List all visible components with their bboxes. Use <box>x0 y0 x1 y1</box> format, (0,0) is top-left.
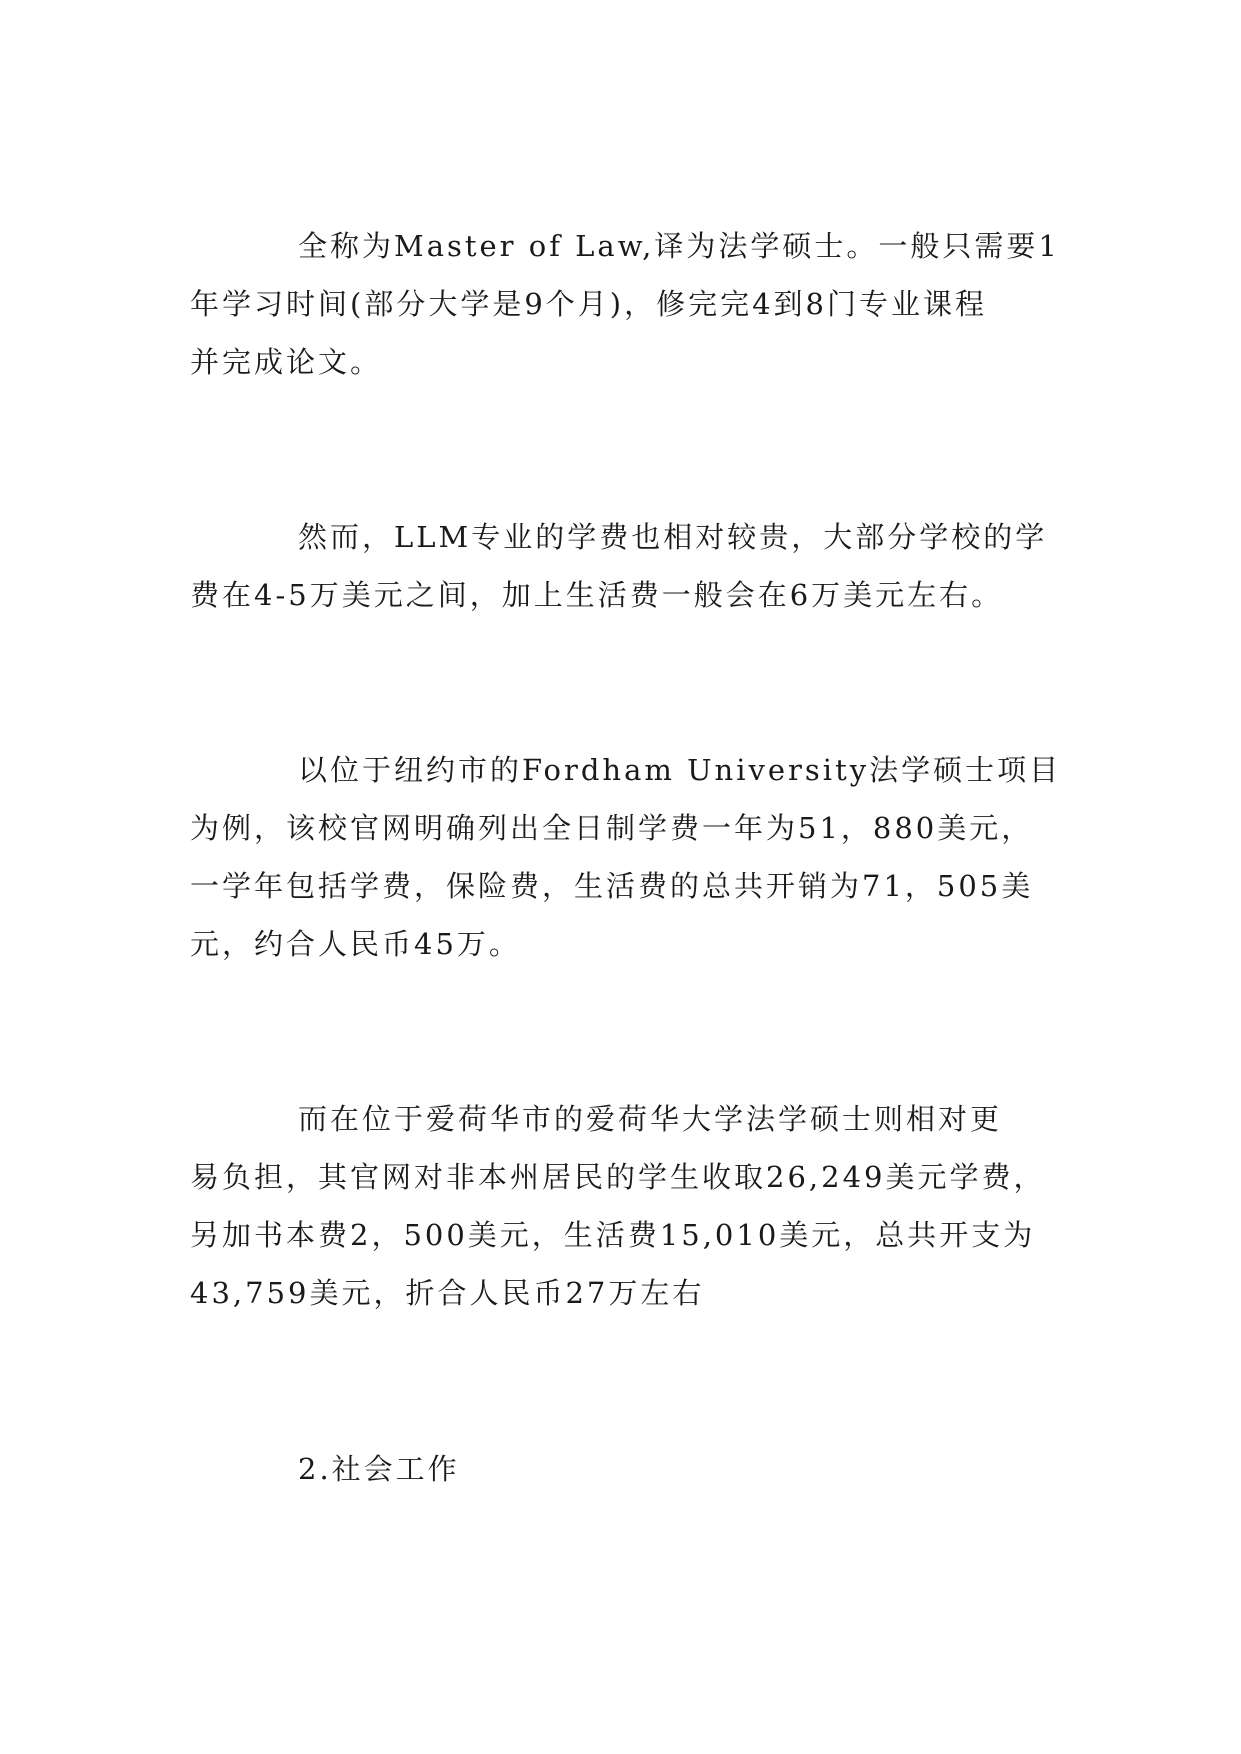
text-line: 年学习时间(部分大学是9个月)，修完完4到8门专业课程 <box>190 287 987 321</box>
text-line: 43,759美元，折合人民币27万左右 <box>190 1276 705 1310</box>
text-line: 为例，该校官网明确列出全日制学费一年为51，880美元， <box>190 811 1034 845</box>
text-line: 元，约合人民币45万。 <box>190 927 521 961</box>
text-line: 另加书本费2，500美元，生活费15,010美元，总共开支为 <box>190 1218 1036 1252</box>
section-heading-text: 2.社会工作 <box>298 1452 460 1486</box>
text-line: 而在位于爱荷华市的爱荷华大学法学硕士则相对更 <box>298 1102 1003 1136</box>
text-line: 并完成论文。 <box>190 345 383 379</box>
text-line: 易负担，其官网对非本州居民的学生收取26,249美元学费， <box>190 1160 1046 1194</box>
text-line: 费在4-5万美元之间，加上生活费一般会在6万美元左右。 <box>190 578 1004 612</box>
paragraph-llm-tuition <box>190 508 1050 624</box>
text-line: 全称为Master of Law,译为法学硕士。一般只需要1 <box>298 229 1060 263</box>
paragraph-fordham-example <box>190 741 1062 973</box>
paragraph-iowa-example <box>190 1090 1050 1322</box>
text-line: 然而，LLM专业的学费也相对较贵，大部分学校的学 <box>298 520 1048 554</box>
text-line: 以位于纽约市的Fordham University法学硕士项目 <box>298 753 1062 787</box>
text-line: 一学年包括学费，保险费，生活费的总共开销为71，505美 <box>190 869 1034 903</box>
section-heading <box>298 1440 1158 1498</box>
paragraph-llm-definition <box>190 217 1060 391</box>
